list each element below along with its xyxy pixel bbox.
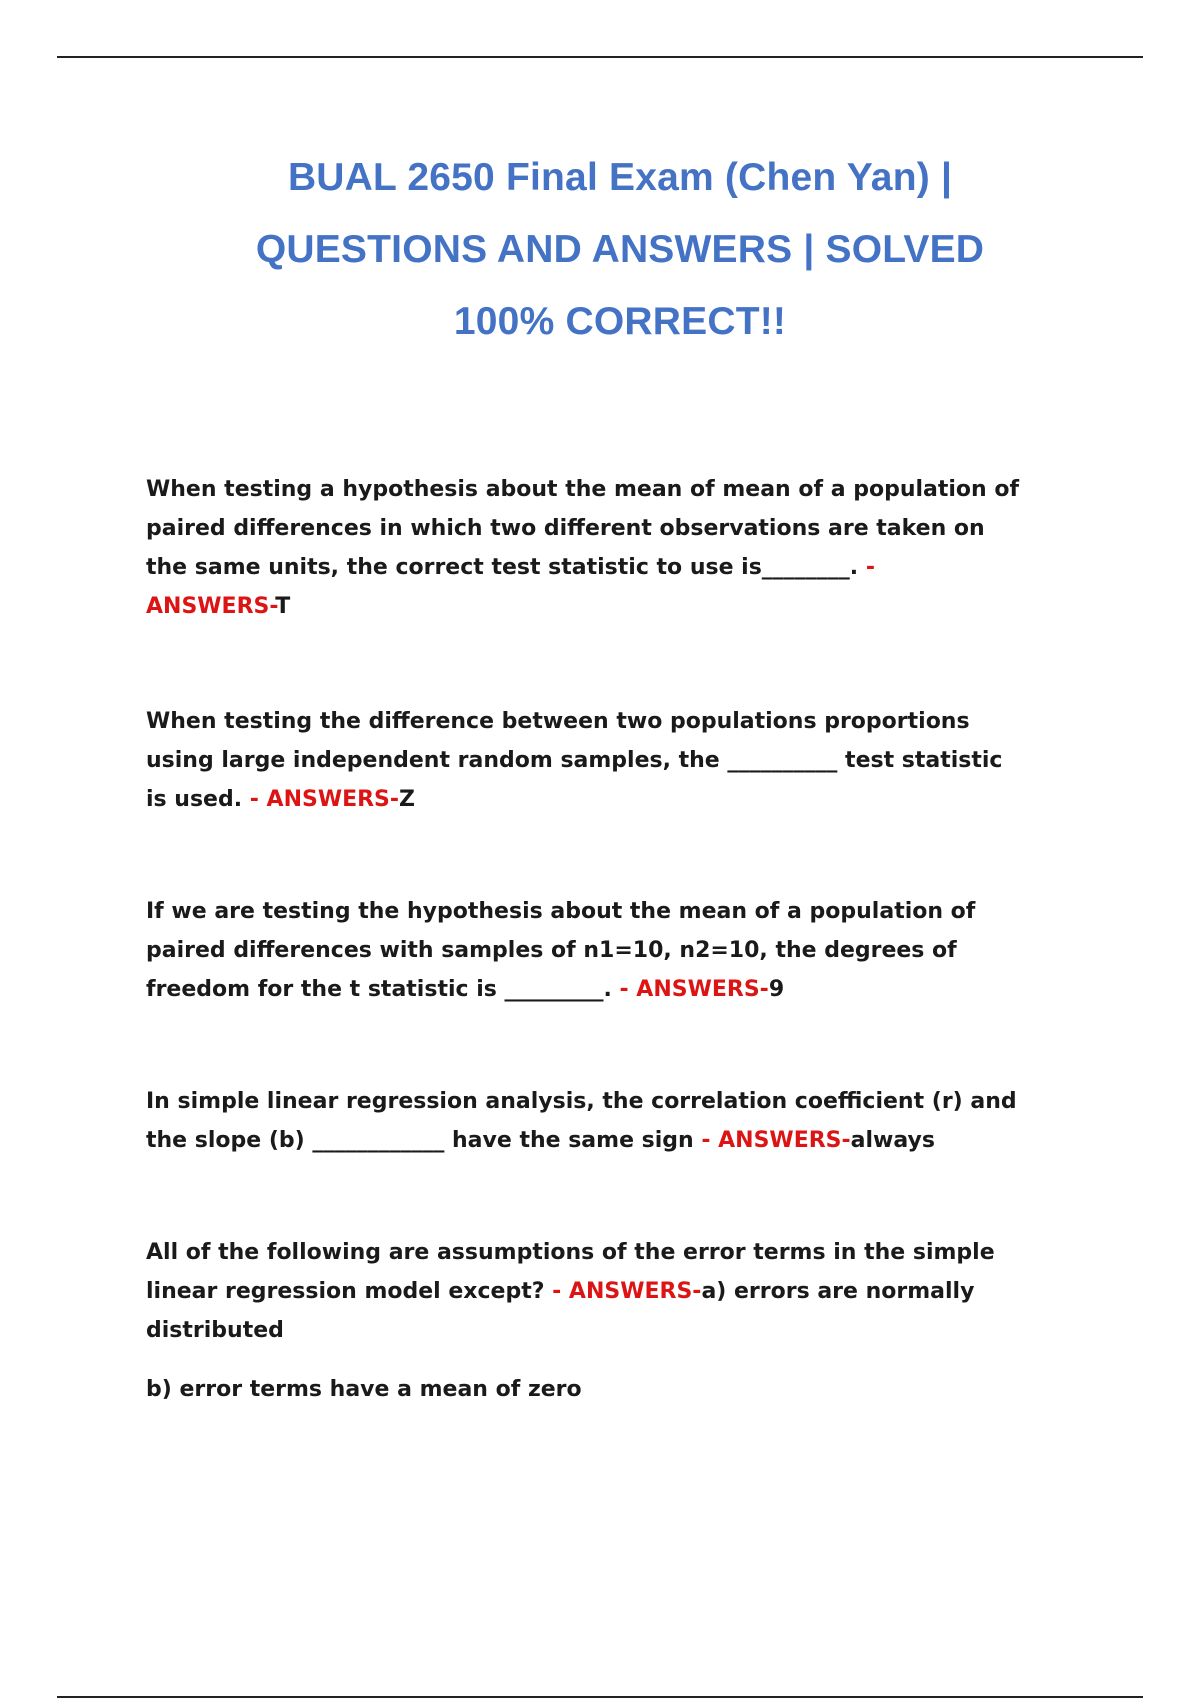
- question-text-line: [146, 548, 1086, 587]
- answer-text: Z: [399, 787, 415, 812]
- answer-option-b: [146, 1370, 1086, 1409]
- question-block-1: [146, 470, 1086, 626]
- answer-marker: - ANSWERS-: [619, 977, 769, 1002]
- question-text-line: All of the following are assumptions of the error terms in the simple: [146, 1240, 995, 1265]
- question-text: the same units, the correct test statistic to use is________.: [146, 555, 866, 580]
- answer-marker: - ANSWERS-: [249, 787, 400, 812]
- answer-text: always: [850, 1128, 935, 1153]
- question-answer-line: [146, 780, 1086, 819]
- answer-marker-dash: -: [865, 555, 875, 580]
- question-text-line: using large independent random samples, the __________ test statistic: [146, 748, 1003, 773]
- question-text-line: When testing the difference between two populations proportions: [146, 709, 970, 734]
- question-text-line: paired differences with samples of n1=10, n2=10, the degrees of: [146, 938, 957, 963]
- question-answer-line: [146, 970, 1086, 1009]
- answer-text: 9: [768, 977, 785, 1002]
- answer-marker: - ANSWERS-: [701, 1128, 851, 1153]
- question-text: linear regression model except?: [146, 1279, 553, 1304]
- question-text: is used.: [146, 787, 250, 812]
- answer-option-text: b) error terms have a mean of zero: [146, 1377, 582, 1402]
- title-line-2: QUESTIONS AND ANSWERS | SOLVED: [255, 228, 985, 271]
- question-block-3: [146, 892, 1086, 1009]
- answer-text: a) errors are normally: [701, 1279, 975, 1304]
- question-block-2: [146, 702, 1086, 819]
- answer-marker-label: ANSWERS-: [146, 594, 276, 619]
- question-text: the slope (b) ____________ have the same sign: [146, 1128, 702, 1153]
- answer-marker: - ANSWERS-: [552, 1279, 702, 1304]
- answer-continuation-line: distributed: [146, 1318, 284, 1343]
- document-title: [140, 142, 1100, 358]
- title-line-3: 100% CORRECT!!: [453, 300, 787, 343]
- title-line-1: BUAL 2650 Final Exam (Chen Yan) |: [287, 156, 953, 199]
- question-text-line: When testing a hypothesis about the mean of mean of a population of: [146, 477, 1020, 502]
- top-divider: [57, 56, 1143, 58]
- question-text: freedom for the t statistic is _________.: [146, 977, 620, 1002]
- question-block-4: [146, 1082, 1086, 1160]
- answer-line: [146, 587, 1086, 626]
- bottom-divider: [57, 1696, 1143, 1698]
- question-text-line: If we are testing the hypothesis about the mean of a population of: [146, 899, 976, 924]
- question-text-line: paired differences in which two different observations are taken on: [146, 516, 985, 541]
- question-block-5: [146, 1233, 1086, 1350]
- question-text-line: In simple linear regression analysis, the correlation coefficient (r) and: [146, 1089, 1017, 1114]
- question-answer-line: [146, 1272, 1086, 1311]
- question-answer-line: [146, 1121, 1086, 1160]
- answer-text: T: [275, 594, 291, 619]
